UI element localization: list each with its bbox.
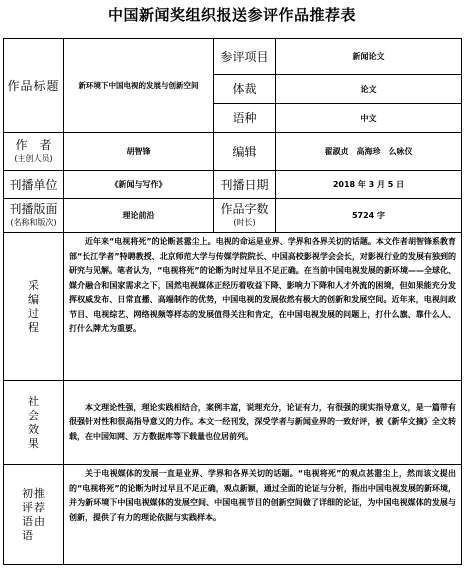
date-value: 2018 年 3 月 5 日 <box>276 171 462 199</box>
form-title: 中国新闻奖组织报送参评作品推荐表 <box>107 6 356 24</box>
section-value: 理论前沿 <box>64 199 214 233</box>
section-label: 刊播版面 <box>9 201 58 216</box>
editor-label: 编辑 <box>214 133 276 171</box>
author-value: 胡智锋 <box>64 133 214 171</box>
wordcount-sublabel: (时长) <box>233 217 256 227</box>
effect-label: 社 会 效 果 <box>4 381 64 465</box>
effect-text: 本文理论性强，理论实践相结合，案例丰富，说理充分，论证有力，有很强的现实指导意义，是一篇带有很强针对性和很高指导意义的力作。本文一经刊发，深受学者与新闻业界的一致好评，被《新华文摘》全文转载，在中国知网、万方数据库等下载量也位居前列。 <box>64 381 462 465</box>
category-value: 新闻论文 <box>276 39 462 75</box>
publisher-value: 《新闻与写作》 <box>64 171 214 199</box>
recommendation-table <box>3 38 462 565</box>
language-label: 语种 <box>214 104 276 133</box>
wordcount-label-cell <box>214 199 276 233</box>
review-text: 关于电视媒体的发展一直是业界、学界和各界关切的话题。“电视将死”的观点甚嚣尘上，然而该文提出的“电视将死”的论断为时过早且不足正确，观点新颖，通过全面的论证与分析，指出中国电视发展的新环境，并为新环境下中国电视媒体的发展空间、中国电视节目的创新空间做了详细的论证，为中国电视媒体的发展与创新，提供了有力的理论依据与实践样本。 <box>64 465 462 565</box>
author-label-cell <box>4 133 64 171</box>
work-title-label: 作品标题 <box>4 39 64 133</box>
editor-value: 翟淑贞 高海珍 么咏仪 <box>276 133 462 171</box>
work-title-value: 新环境下中国电视的发展与创新空间 <box>64 39 214 133</box>
section-label-cell <box>4 199 64 233</box>
wordcount-label: 作品字数 <box>220 201 269 216</box>
author-label: 作 者 <box>15 137 52 152</box>
genre-label: 体裁 <box>214 75 276 104</box>
section-sublabel: (名称和版次) <box>10 217 57 227</box>
wordcount-value: 5724 字 <box>276 199 462 233</box>
language-value: 中文 <box>276 104 462 133</box>
category-label: 参评项目 <box>214 39 276 75</box>
date-label: 刊播日期 <box>214 171 276 199</box>
process-text: 近年来“电视将死”的论断甚嚣尘上。电视的命运是业界、学界和各界关切的话题。本文作者胡智锋系教育部“长江学者”特聘教授、北京师范大学与传媒学院院长、中国高校影视学会会长，对影视行业的发展有独到的研究与见解。笔者认为，“电视将死”的论断为时过早且不足正确。在当前中国电视发展的新环境——全球化、媒介融合和国家需求之下，国然电视媒体正经历着收益下降、影响力下降和人才外流的困境，但如果能充分发挥权威发布、日常直播、高端制作的优势，中国电视的发展依然有极大的创新和发展空间。近年来，电视问政节目、电视综艺、网络视频等样态的发展值得关注和肯定，在中国电视发展的问题上，打什么旗、靠什么人、打什么牌尤为重要。 <box>64 233 462 381</box>
author-sublabel: (主创人员) <box>14 153 53 163</box>
process-label: 采 编 过 程 <box>4 233 64 381</box>
publisher-label: 刊播单位 <box>4 171 64 199</box>
genre-value: 论文 <box>276 75 462 104</box>
review-label: 初 评 语 语 推 荐 由 <box>4 465 64 565</box>
